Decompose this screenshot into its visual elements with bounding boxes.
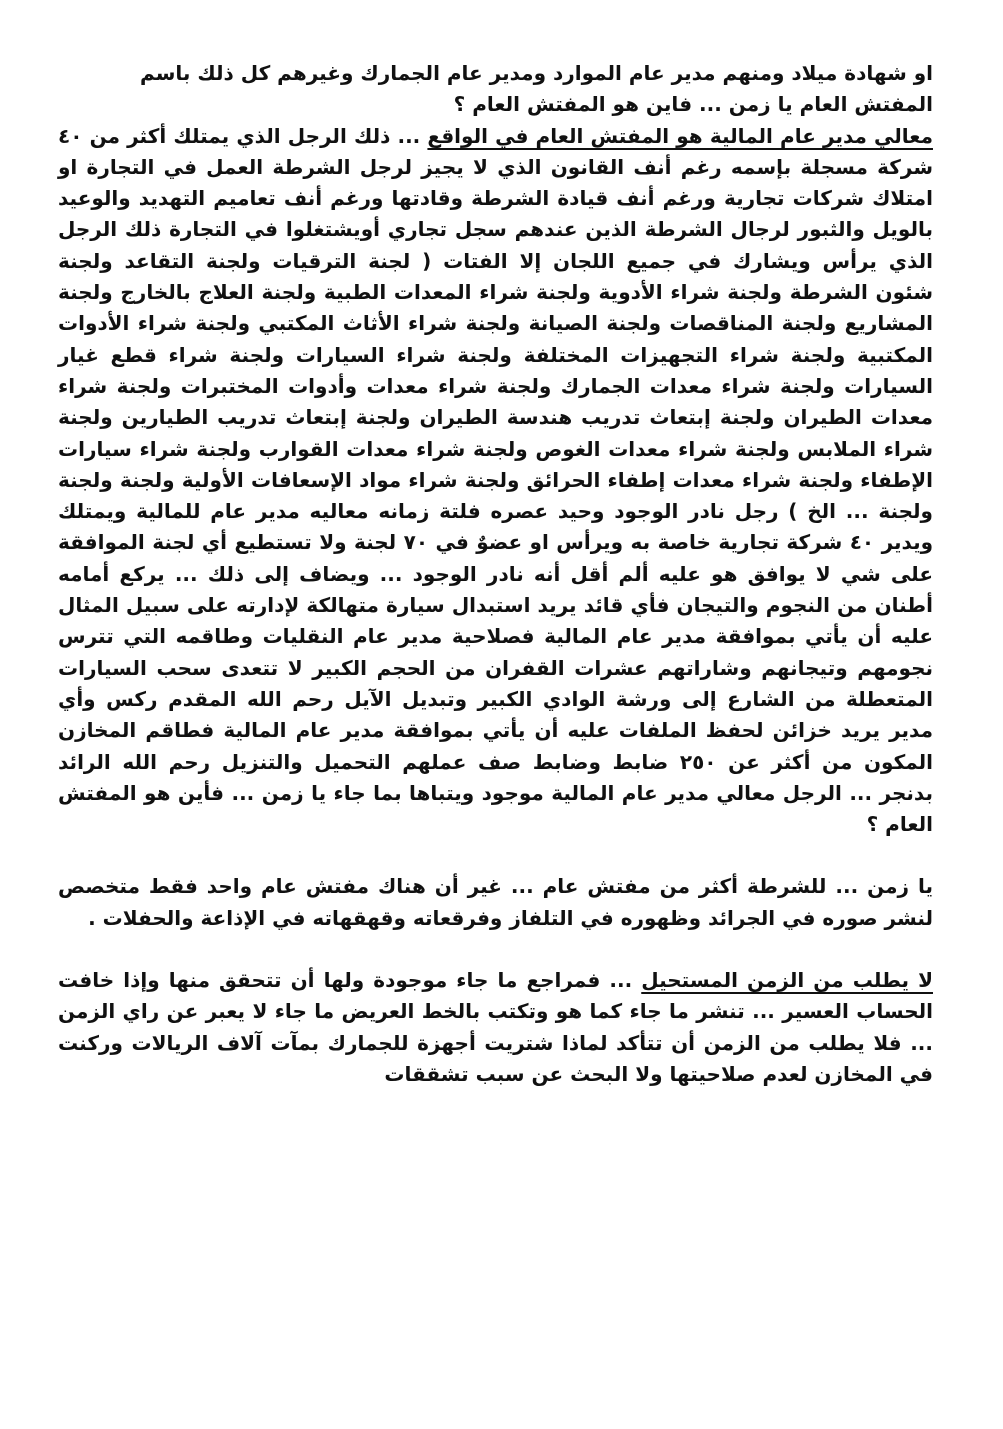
paragraph-2 bbox=[58, 121, 933, 841]
paragraph-4 bbox=[58, 965, 933, 1090]
paragraph-1-line-1: او شهادة ميلاد ومنهم مدير عام الموارد ومدير عام الجمارك وغيرهم كل ذلك باسم bbox=[140, 61, 933, 85]
underlined-phrase-impossible: لا يطلب من الزمن المستحيل bbox=[641, 968, 933, 993]
paragraph-spacer bbox=[58, 934, 933, 965]
paragraph-2-body: ... ذلك الرجل الذي يمتلك أكثر من ٤٠ شركة مسجلة بإسمه رغم أنف القانون الذي لا يجيز لرجل الشرطة العمل في التجارة او امتلاك شركات تجارية ورغم أنف قيادة الشرطة وقادتها ورغم أنف تعاميم التهديد والوعيد بالويل والثبور لرجال الشرطة الذين عندهم سجل تجاري أويشتغلوا في التجارة ذلك الرجل الذي يرأس ويشارك في جميع اللجان إلا الفتات ( لجنة الترقيات ولجنة التقاعد ولجنة شئون الشرطة ولجنة شراء الأدوية ولجنة شراء المعدات الطبية ولجنة العلاج بالخارج ولجنة المشاريع ولجنة المناقصات ولجنة الصيانة ولجنة شراء الأثاث المكتبي ولجنة شراء الأدوات المكتبية ولجنة شراء التجهيزات المختلفة ولجنة شراء السيارات ولجنة شراء قطع غيار السيارات ولجنة شراء معدات الجمارك ولجنة شراء معدات وأدوات المختبرات ولجنة شراء معدات الطيران ولجنة إبتعاث تدريب هندسة الطيران ولجنة إبتعاث تدريب الطيارين ولجنة شراء الملابس ولجنة شراء معدات الغوص ولجنة شراء معدات القوارب ولجنة شراء سيارات الإطفاء ولجنة شراء معدات إطفاء الحرائق ولجنة شراء مواد الإسعافات الأولية ولجنة ولجنة ولجنة ... الخ ) رجل نادر الوجود وحيد عصره فلتة زمانه معاليه مدير عام للمالية ويمتلك ويدير ٤٠ شركة تجارية خاصة به ويرأس او عضوٌ في ٧٠ لجنة ولا تستطيع أي لجنة الموافقة على شي لا يوافق هو عليه ألم أقل أنه نادر الوجود ... ويضاف إلى ذلك ... يركع أمامه أطنان من النجوم والتيجان فأي قائد يريد استبدال سيارة متهالكة لإدارته على سبيل المثال عليه أن يأتي بموافقة مدير عام المالية فصلاحية مدير عام النقليات وطاقمه التي تترس نجومهم وتيجانهم وشاراتهم عشرات القفران من الحجم الكبير لا تتعدى سحب السيارات المتعطلة من الشارع إلى ورشة الوادي الكبير وتبديل الآيل رحم الله المقدم ركس وأي مدير يريد خزائن لحفظ الملفات عليه أن يأتي بموافقة مدير عام المالية فطاقم المخازن المكون من أكثر عن ٢٥٠ ضابط وضابط صف عملهم التحميل والتنزيل رحم الله الرائد بدنجر ... الرجل معالي مدير عام المالية موجود ويتباها بما جاء يا زمن ... فأين هو المفتش العام ؟ bbox=[58, 123, 934, 837]
paragraph-3 bbox=[58, 871, 933, 934]
document-body bbox=[58, 58, 933, 1090]
underlined-phrase-finance-director: معالي مدير عام المالية هو المفتش العام في الواقع bbox=[427, 123, 933, 148]
paragraph-4-body: ... فمراجع ما جاء موجودة ولها أن تتحقق منها وإذا خافت الحساب العسير ... تنشر ما جاء كما هو وتكتب بالخط العريض ما جاء لا يعبر عن راي الزمن ... فلا يطلب من الزمن أن تتأكد لماذا شتريت أجهزة للجمارك بمآت آلاف الريالات وركنت في المخازن لعدم صلاحيتها ولا البحث عن سبب تشققات bbox=[58, 968, 933, 1086]
paragraph-3-body: يا زمن ... للشرطة أكثر من مفتش عام ... غير أن هناك مفتش عام واحد فقط متخصص لنشر صوره في الجرائد وظهوره في التلفاز وفرقعاته وقهقهاته في الإذاعة والحفلات . bbox=[58, 874, 933, 930]
paragraph-1 bbox=[58, 58, 933, 121]
paragraph-1-line-2: المفتش العام يا زمن ... فاين هو المفتش العام ؟ bbox=[453, 92, 933, 117]
paragraph-spacer bbox=[58, 840, 933, 871]
